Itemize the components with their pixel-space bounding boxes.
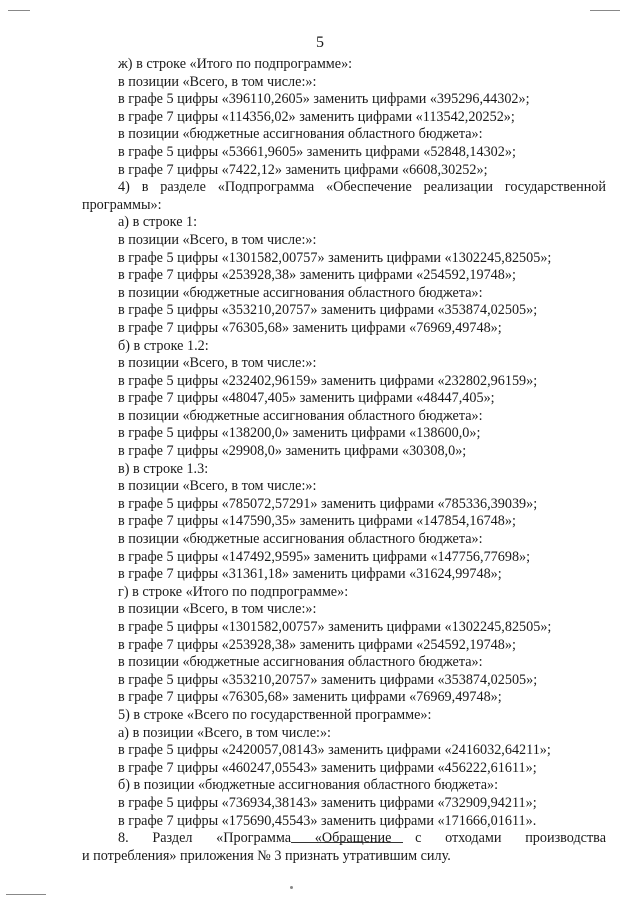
document-line: в графе 7 цифры «253928,38» заменить цифрами «254592,19748»; [118, 267, 516, 284]
document-line: в графе 5 цифры «53661,9605» заменить цифрами «52848,14302»; [118, 143, 516, 160]
document-line: в позиции «бюджетные ассигнования областного бюджета»: [118, 284, 483, 301]
document-line: в графе 5 цифры «147492,9595» заменить цифрами «147756,77698»; [118, 548, 531, 565]
closing-rule [291, 842, 403, 843]
document-line: в графе 7 цифры «48047,405» заменить цифрами «48447,405»; [118, 390, 495, 407]
document-line: г) в строке «Итого по подпрограмме»: [118, 583, 349, 600]
document-line: в графе 7 цифры «31361,18» заменить цифрами «31624,99748»; [118, 566, 502, 583]
document-line: в позиции «бюджетные ассигнования областного бюджета»: [118, 126, 483, 143]
document-line: в графе 5 цифры «736934,38143» заменить цифрами «732909,94211»; [118, 794, 537, 811]
document-line: в графе 7 цифры «253928,38» заменить цифрами «254592,19748»; [118, 636, 516, 653]
scan-speck [6, 894, 46, 895]
document-body [82, 56, 606, 865]
document-line: 4) в разделе «Подпрограмма «Обеспечение реализации государственной [118, 179, 606, 196]
document-line: в графе 7 цифры «147590,35» заменить цифрами «147854,16748»; [118, 513, 516, 530]
document-line: в графе 7 цифры «76305,68» заменить цифрами «76969,49748»; [118, 689, 502, 706]
document-line: в графе 5 цифры «1301582,00757» заменить цифрами «1302245,82505»; [118, 619, 552, 635]
document-line: в графе 7 цифры «114356,02» заменить цифрами «113542,20252»; [118, 108, 515, 125]
scan-speck [590, 10, 620, 11]
document-line: в графе 5 цифры «396110,2605» заменить цифрами «395296,44302»; [118, 91, 530, 108]
document-line: в графе 7 цифры «29908,0» заменить цифрами «30308,0»; [118, 443, 467, 460]
document-line: в графе 7 цифры «460247,05543» заменить цифрами «456222,61611»; [118, 759, 537, 776]
document-line: в графе 7 цифры «76305,68» заменить цифрами «76969,49748»; [118, 319, 502, 336]
document-line: в позиции «бюджетные ассигнования областного бюджета»: [118, 407, 483, 424]
document-line: в позиции «Всего, в том числе:»: [118, 355, 317, 372]
document-line: 8. Раздел «Программа «Обращение с отходами производства [118, 830, 606, 847]
document-line: в графе 5 цифры «232402,96159» заменить цифрами «232802,96159»; [118, 372, 538, 389]
document-line: в позиции «Всего, в том числе:»: [118, 231, 317, 248]
scan-speck [8, 10, 30, 11]
page-number: 5 [316, 34, 324, 51]
document-line: 5) в строке «Всего по государственной программе»: [118, 706, 432, 723]
document-line: в графе 5 цифры «2420057,08143» заменить цифрами «2416032,64211»; [118, 742, 551, 759]
document-line: в позиции «бюджетные ассигнования областного бюджета»: [118, 531, 483, 548]
document-line: в графе 5 цифры «785072,57291» заменить цифрами «785336,39039»; [118, 495, 538, 512]
document-line: в позиции «Всего, в том числе:»: [118, 478, 317, 495]
document-line: в позиции «бюджетные ассигнования областного бюджета»: [118, 654, 483, 671]
document-line: а) в позиции «Всего, в том числе:»: [118, 724, 331, 741]
document-line: и потребления» приложения № 3 признать утратившим силу. [82, 847, 451, 864]
document-line: в графе 5 цифры «1301582,00757» заменить цифрами «1302245,82505»; [118, 249, 552, 266]
document-line: а) в строке 1: [118, 214, 198, 231]
document-line: в) в строке 1.3: [118, 460, 209, 477]
document-line: в графе 7 цифры «175690,45543» заменить цифрами «171666,01611». [118, 812, 537, 829]
document-line: программы»: [82, 196, 162, 213]
scan-speck [290, 886, 293, 889]
document-line: в графе 5 цифры «138200,0» заменить цифрами «138600,0»; [118, 425, 481, 442]
document-line: ж) в строке «Итого по подпрограмме»: [118, 56, 353, 72]
document-line: в позиции «Всего, в том числе:»: [118, 73, 317, 90]
document-line: в позиции «Всего, в том числе:»: [118, 601, 317, 618]
document-line: в графе 7 цифры «7422,12» заменить цифрами «6608,30252»; [118, 161, 488, 178]
document-line: в графе 5 цифры «353210,20757» заменить цифрами «353874,02505»; [118, 671, 538, 688]
document-line: в графе 5 цифры «353210,20757» заменить цифрами «353874,02505»; [118, 302, 538, 319]
document-line: б) в строке 1.2: [118, 337, 209, 354]
document-line: б) в позиции «бюджетные ассигнования областного бюджета»: [118, 777, 499, 794]
